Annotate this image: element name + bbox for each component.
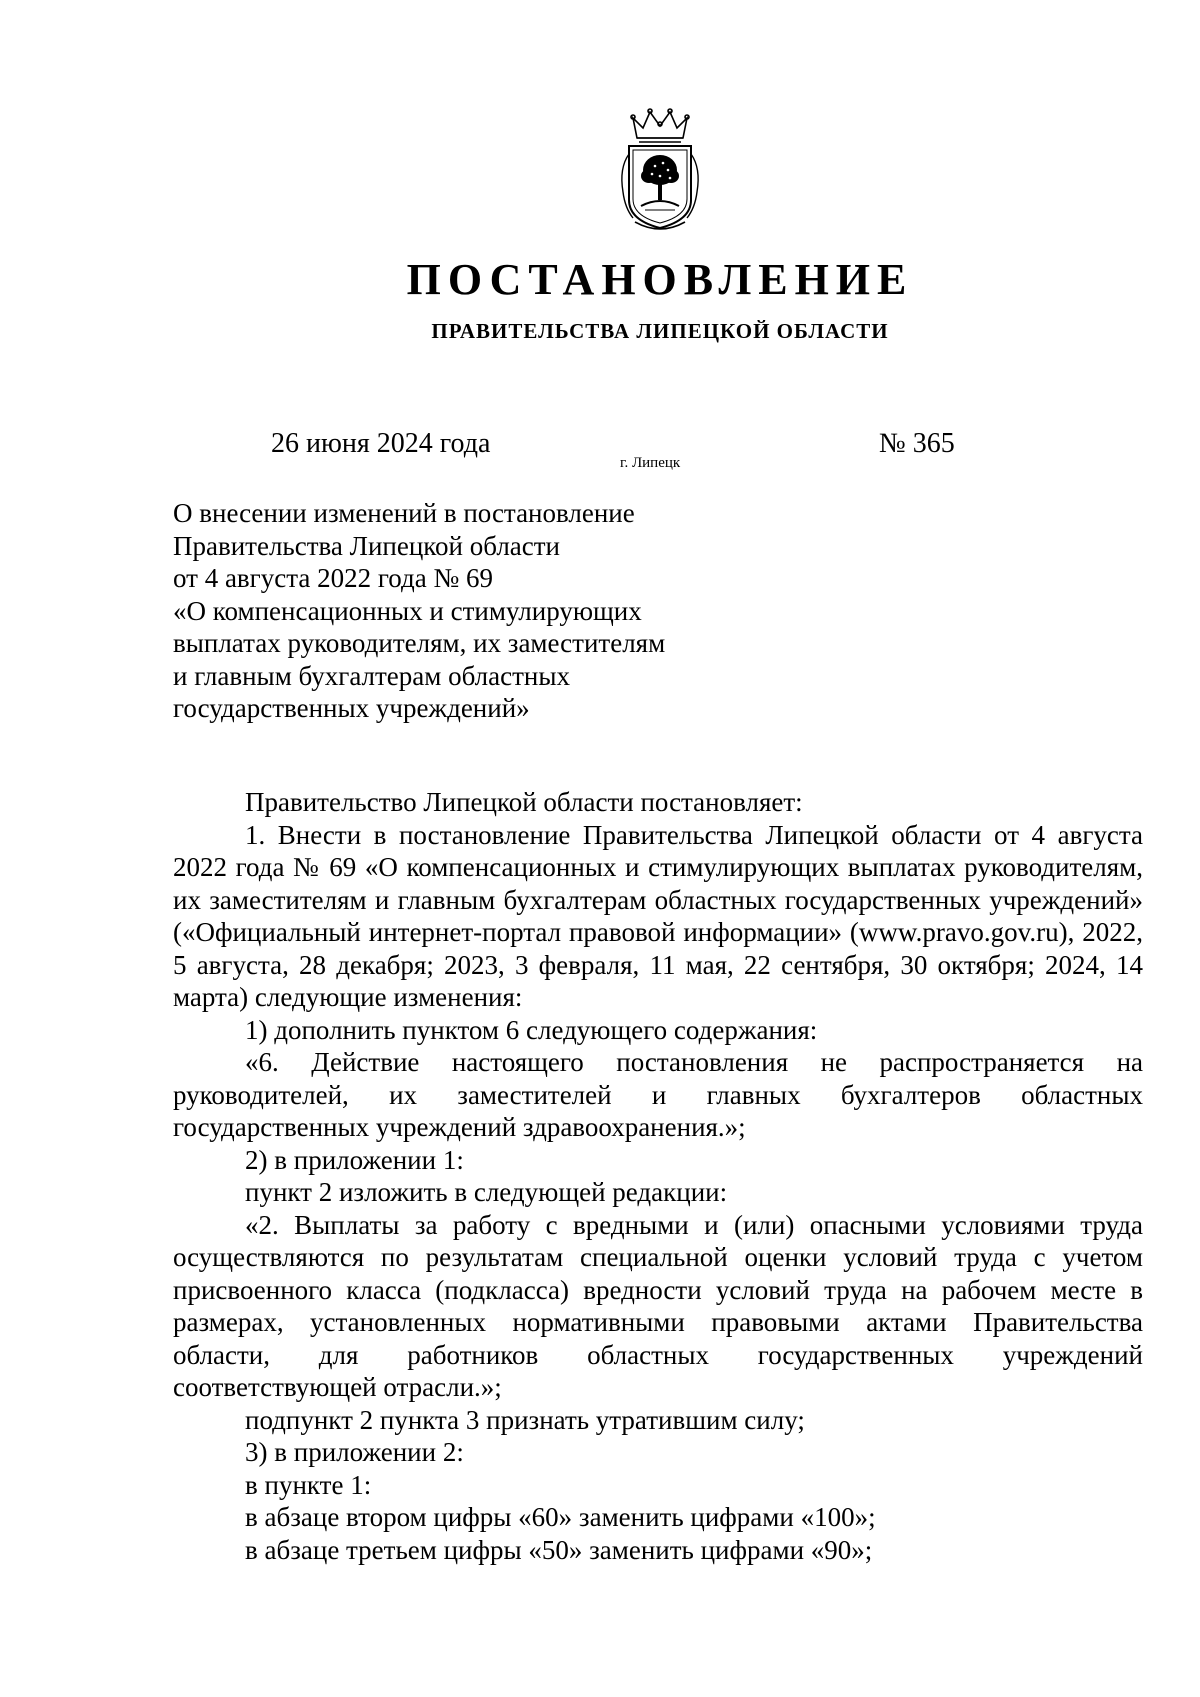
document-date: 26 июня 2024 года <box>271 428 491 459</box>
document-title: ПОСТАНОВЛЕНИЕ <box>406 255 914 304</box>
body-paragraph: «2. Выплаты за работу с вредными и (или) опасными условиями труда осуществляются по результатам специальной оценки условий труда с учетом присвоенного класса (подкласса) вредности условий труда на рабочем месте в размерах, установленных нормативными правовыми актами Правительства области, для работников областных государственных учреждений соответствующей отрасли.»; <box>173 1209 1143 1402</box>
heading-line: Правительства Липецкой области <box>173 530 561 561</box>
coat-of-arms-icon <box>615 108 705 238</box>
preamble-paragraph: Правительство Липецкой области постановляет: <box>245 787 803 817</box>
document-body <box>173 786 1143 1566</box>
body-paragraph: 1) дополнить пунктом 6 следующего содержания: <box>245 1014 818 1045</box>
document-issuer: ПРАВИТЕЛЬСТВА ЛИПЕЦКОЙ ОБЛАСТИ <box>431 319 889 343</box>
heading-line: и главным бухгалтерам областных <box>173 660 571 691</box>
heading-line: О внесении изменений в постановление <box>173 498 635 528</box>
body-paragraph: 1. Внести в постановление Правительства Липецкой области от 4 августа 2022 года № 69 «О компенсационных и стимулирующих выплатах руководителям, их заместителям и главным бухгалтерам областных государственных учреждений» («Официальный интернет-портал правовой информации» (www.pravo.gov.ru), 2022, 5 августа, 28 декабря; 2023, 3 февраля, 11 мая, 22 сентября, 30 октября; 2024, 14 марта) следующие изменения: <box>173 819 1143 1012</box>
body-paragraph: в абзаце втором цифры «60» заменить цифрами «100»; <box>245 1502 876 1532</box>
heading-line: государственных учреждений» <box>173 693 530 723</box>
document-heading <box>173 497 733 725</box>
body-paragraph: пункт 2 изложить в следующей редакции: <box>245 1177 728 1207</box>
heading-line: от 4 августа 2022 года № 69 <box>173 563 493 593</box>
body-paragraph: в абзаце третьем цифры «50» заменить цифрами «90»; <box>245 1534 873 1565</box>
document-city: г. Липецк <box>620 455 681 471</box>
heading-line: «О компенсационных и стимулирующих <box>173 595 642 626</box>
body-paragraph: «6. Действие настоящего постановления не распространяется на руководителей, их заместителей и главных бухгалтеров областных государственных учреждений здравоохранения.»; <box>173 1047 1143 1142</box>
body-paragraph: 3) в приложении 2: <box>245 1437 464 1467</box>
heading-line: выплатах руководителям, их заместителям <box>173 628 666 658</box>
document-number: № 365 <box>879 428 955 459</box>
body-paragraph: в пункте 1: <box>245 1469 372 1500</box>
body-paragraph: подпункт 2 пункта 3 признать утратившим силу; <box>245 1404 805 1435</box>
body-paragraph: 2) в приложении 1: <box>245 1144 464 1175</box>
